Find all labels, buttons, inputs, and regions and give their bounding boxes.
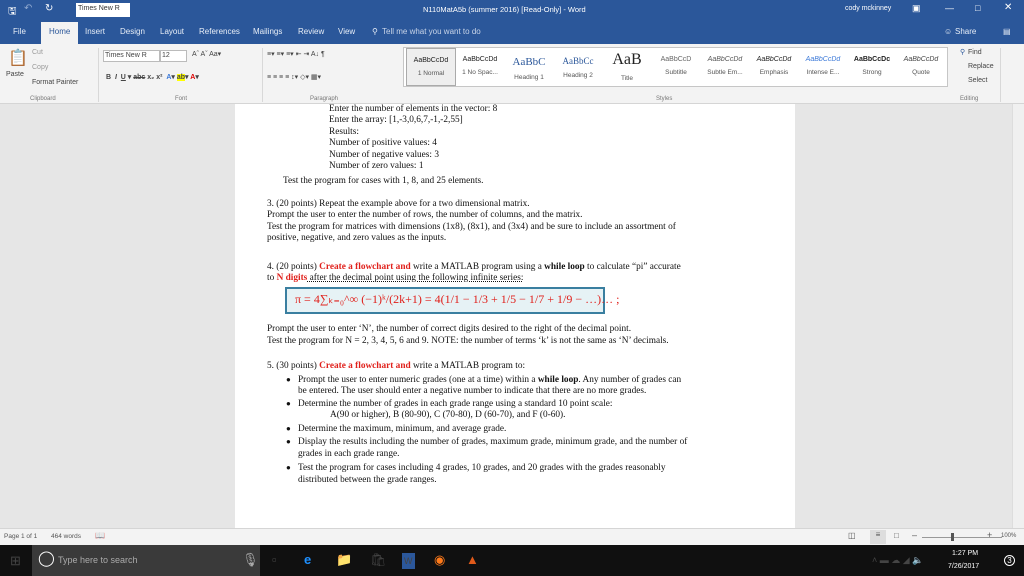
style-8[interactable] <box>749 48 799 86</box>
read-mode-icon[interactable]: ◫ <box>848 531 856 540</box>
q5-bullet-line: Determine the maximum, minimum, and average grade. <box>298 424 507 434</box>
font-name-box[interactable]: Times New R <box>103 50 160 62</box>
q4-highlight: Create a flowchart and <box>319 262 411 272</box>
paste-button[interactable]: Paste <box>6 71 24 78</box>
q5-bullet-line: grades in each grade range. <box>298 449 400 459</box>
style-9[interactable] <box>798 48 848 86</box>
q3-line: Test the program for matrices with dimensions (1x8), (8x1), and (3x4) and be sure to include an assortment of <box>267 222 676 232</box>
q5-bullet-line: distributed between the grade ranges. <box>298 475 437 485</box>
q4-number: 4. (20 points) <box>267 262 320 272</box>
grow-font-icon[interactable]: Aˆ Aˇ Aa▾ <box>192 51 222 58</box>
q4-text: write a MATLAB program using a <box>410 262 545 272</box>
edge-icon[interactable]: e <box>304 552 312 567</box>
ribbon-display-icon[interactable]: ▣ <box>912 3 921 13</box>
tab-layout[interactable]: Layout <box>160 27 185 36</box>
q5-highlight: Create a flowchart and <box>319 361 411 371</box>
style-2[interactable] <box>455 48 505 86</box>
proofing-icon[interactable]: 📖 <box>95 531 105 540</box>
q4-highlight: N digits <box>276 273 308 283</box>
style-preview: AaB <box>612 51 642 68</box>
group-label-paragraph: Paragraph <box>310 96 339 102</box>
style-name: 1 Normal <box>417 70 445 77</box>
zoom-slider-thumb[interactable] <box>951 533 954 541</box>
style-4[interactable] <box>553 48 603 86</box>
tab-review[interactable]: Review <box>298 27 325 36</box>
q3-line: positive, negative, and zero values as the inputs. <box>267 233 447 243</box>
style-name: Title <box>620 75 634 82</box>
select-button[interactable]: Select <box>968 77 988 84</box>
style-preview: AaBbCcDd <box>462 56 498 63</box>
zoom-out-button[interactable]: – <box>912 530 918 540</box>
share-button[interactable]: Share <box>955 27 977 36</box>
group-label-clipboard: Clipboard <box>30 96 56 102</box>
style-name: Subtitle <box>665 69 687 76</box>
style-5[interactable] <box>602 48 652 86</box>
zoom-level[interactable]: 100% <box>1001 533 1017 539</box>
style-1[interactable] <box>406 48 456 86</box>
test-line: Test the program for cases with 1, 8, and 25 elements. <box>283 176 484 186</box>
style-preview: AaBbCcDd <box>903 56 939 63</box>
style-preview: AaBbCcDd <box>756 56 792 63</box>
example-line: Enter the array: [1,-3,0,6,7,-1,-2,55] <box>329 115 463 125</box>
bullet: ● <box>286 375 291 384</box>
cut-button[interactable]: Cut <box>32 49 43 56</box>
tab-mailings[interactable]: Mailings <box>253 27 283 36</box>
formula-text: π = 4∑ₖ₌₀^∞ (−1)ᵏ/(2k+1) = 4(1/1 − 1/3 + 1/5 − 1/7 + 1/9 − …)… ; <box>295 292 620 306</box>
group-label-editing: Editing <box>960 96 979 102</box>
clock-date[interactable]: 7/26/2017 <box>948 563 980 570</box>
word-count[interactable]: 464 words <box>51 533 81 540</box>
q4-line-2 <box>267 273 523 283</box>
q4-text: to calculate “pi” accurate <box>584 262 681 272</box>
q3-line: Prompt the user to enter the number of rows, the number of columns, and the matrix. <box>267 210 583 220</box>
style-preview: AaBbCcDd <box>805 56 841 63</box>
q4-line-1 <box>267 262 681 272</box>
q5-bullet-line: Test the program for cases including 4 grades, 10 grades, and 20 grades with the grades reasonably <box>298 463 666 473</box>
maximize-icon[interactable]: □ <box>975 3 981 13</box>
search-placeholder: Type here to search <box>58 555 138 565</box>
tab-design[interactable]: Design <box>120 27 145 36</box>
tab-view[interactable]: View <box>338 27 356 36</box>
style-name: Strong <box>862 69 882 76</box>
styles-gallery <box>403 47 948 87</box>
notification-count[interactable]: 3 <box>1004 555 1015 566</box>
style-preview: AaBbCcDd <box>707 56 743 63</box>
style-preview: AaBbCcD <box>660 56 692 63</box>
q4-line: Test the program for N = 2, 3, 4, 5, 6 and 9. NOTE: the number of terms ‘k’ is not the same as ‘N’ decimals. <box>267 336 669 346</box>
tab-file[interactable]: File <box>13 27 26 36</box>
divider <box>98 48 99 102</box>
q4-line: Prompt the user to enter ‘N’, the number of correct digits desired to the right of the decimal point. <box>267 324 632 334</box>
style-name: 1 No Spac... <box>462 69 498 76</box>
style-3[interactable] <box>504 48 554 86</box>
file-explorer-icon[interactable]: 📁 <box>336 552 353 567</box>
q4-text: to <box>267 273 277 283</box>
minimize-icon[interactable]: — <box>945 3 954 13</box>
close-icon[interactable]: ✕ <box>1004 2 1013 13</box>
firefox-icon[interactable]: ◉ <box>434 552 446 567</box>
paste-icon[interactable]: 📋 <box>8 50 28 67</box>
pi-series-formula <box>285 287 620 314</box>
zoom-in-button[interactable]: + <box>987 530 993 540</box>
bullet: ● <box>286 424 291 433</box>
tab-insert[interactable]: Insert <box>85 27 106 36</box>
web-layout-icon[interactable]: □ <box>894 531 899 540</box>
clock-time[interactable]: 1:27 PM <box>952 550 979 557</box>
undo-icon[interactable]: ↶ <box>24 3 33 14</box>
cortana-icon: ◯ <box>38 550 55 567</box>
style-preview: AaBbCc <box>562 56 594 66</box>
q4-text: after the decimal point using the following infinite series: <box>307 273 524 283</box>
copy-button[interactable]: Copy <box>32 64 49 71</box>
microphone-icon[interactable]: 🎙 <box>242 552 259 567</box>
q5-bullet-line: be entered. The user should enter a negative number to indicate that there are no more grades. <box>298 386 647 396</box>
find-icon: ⚲ <box>960 49 966 56</box>
q3-line: 3. (20 points) Repeat the example above for a two dimensional matrix. <box>267 199 530 209</box>
style-name: Subtle Em... <box>707 69 743 76</box>
ribbon-tabs <box>0 20 1024 44</box>
example-line: Number of negative values: 3 <box>329 150 439 160</box>
alignment-buttons[interactable]: ≡ ≡ ≡ ≡ ↕▾ ◇▾ ▦▾ <box>267 74 322 81</box>
tab-references[interactable]: References <box>199 27 240 36</box>
quick-font-box[interactable]: Times New R <box>76 3 130 17</box>
lightbulb-icon: ⚲ <box>372 27 378 36</box>
replace-button[interactable]: Replace <box>968 63 994 70</box>
style-preview: AaBbCcDd <box>413 57 449 64</box>
example-line: Number of positive values: 4 <box>329 138 437 148</box>
group-label-font: Font <box>175 96 188 102</box>
example-line: Results: <box>329 127 359 137</box>
user-name[interactable]: cody mckinney <box>845 5 892 12</box>
q5-bullet-line: Display the results including the number of grades, maximum grade, minimum grade, and the number of <box>298 437 688 447</box>
style-11[interactable] <box>896 48 946 86</box>
style-name: Heading 2 <box>563 72 593 79</box>
q5-bullet-line <box>298 375 681 385</box>
task-view-icon[interactable]: ▫ <box>272 552 277 567</box>
page-count[interactable]: Page 1 of 1 <box>4 533 38 540</box>
comments-icon[interactable]: ▤ <box>1003 27 1011 36</box>
vertical-scrollbar[interactable] <box>1012 104 1024 528</box>
group-label-styles: Styles <box>656 96 673 102</box>
title-bar <box>0 0 1024 20</box>
word-taskbar-icon[interactable]: W <box>402 553 415 569</box>
save-icon[interactable]: 🖫 <box>8 6 17 17</box>
find-button[interactable]: Find <box>968 49 982 56</box>
style-7[interactable] <box>700 48 750 86</box>
font-size-box[interactable]: 12 <box>160 50 187 62</box>
bullet: ● <box>286 399 291 408</box>
status-bar <box>0 528 1024 545</box>
style-preview: AaBbC <box>512 56 546 68</box>
system-tray-icons[interactable]: ˄ ▬ ☁ ◢ 🔈 <box>872 555 924 565</box>
store-icon[interactable]: 🛍 <box>370 552 387 567</box>
style-preview: AaBbCcDc <box>853 56 891 63</box>
style-10[interactable] <box>847 48 897 86</box>
tab-home[interactable]: Home <box>41 22 78 44</box>
q5-text: . Any number of grades can <box>578 375 682 385</box>
example-line: Enter the number of elements in the vector: 8 <box>329 104 498 114</box>
style-6[interactable] <box>651 48 701 86</box>
q5-number: 5. (30 points) <box>267 361 320 371</box>
search-box[interactable] <box>32 545 260 576</box>
list-buttons[interactable]: ≡▾ ≡▾ ≡▾ ⇤ ⇥ A↓ ¶ <box>267 51 325 58</box>
style-name: Quote <box>912 69 930 76</box>
q5-text: Prompt the user to enter numeric grades (one at a time) within a <box>298 375 538 385</box>
format-painter-button[interactable]: Format Painter <box>32 79 79 86</box>
print-layout-icon[interactable]: ≡ <box>870 530 886 544</box>
q5-bold: while loop <box>537 375 579 385</box>
divider <box>1000 48 1001 102</box>
bullet: ● <box>286 437 291 446</box>
divider <box>262 48 263 102</box>
redo-icon[interactable]: ↻ <box>45 3 54 14</box>
matlab-icon[interactable]: ▲ <box>466 552 479 567</box>
bullet: ● <box>286 463 291 472</box>
q4-bold: while loop <box>544 262 585 272</box>
window-title: N110MatA5b (summer 2016) [Read-Only] - Word <box>423 5 586 14</box>
font-format-buttons[interactable]: B I U ▾ abc x₂ x² A▾ ab▾ A▾ <box>106 74 199 81</box>
tell-me-box[interactable]: Tell me what you want to do <box>382 27 481 36</box>
style-name: Emphasis <box>759 69 789 76</box>
example-line: Number of zero values: 1 <box>329 161 424 171</box>
style-name: Intense E... <box>806 69 840 76</box>
person-icon: ☺ <box>944 27 953 36</box>
windows-start-icon[interactable]: ⊞ <box>10 553 21 568</box>
q5-line-1 <box>267 361 525 371</box>
style-name: Heading 1 <box>514 74 544 81</box>
q5-bullet-line: A(90 or higher), B (80-90), C (70-80), D (60-70), and F (0-60). <box>330 410 566 420</box>
q5-bullet-line: Determine the number of grades in each grade range using a standard 10 point scale: <box>298 399 613 409</box>
q5-text: write a MATLAB program to: <box>410 361 526 371</box>
